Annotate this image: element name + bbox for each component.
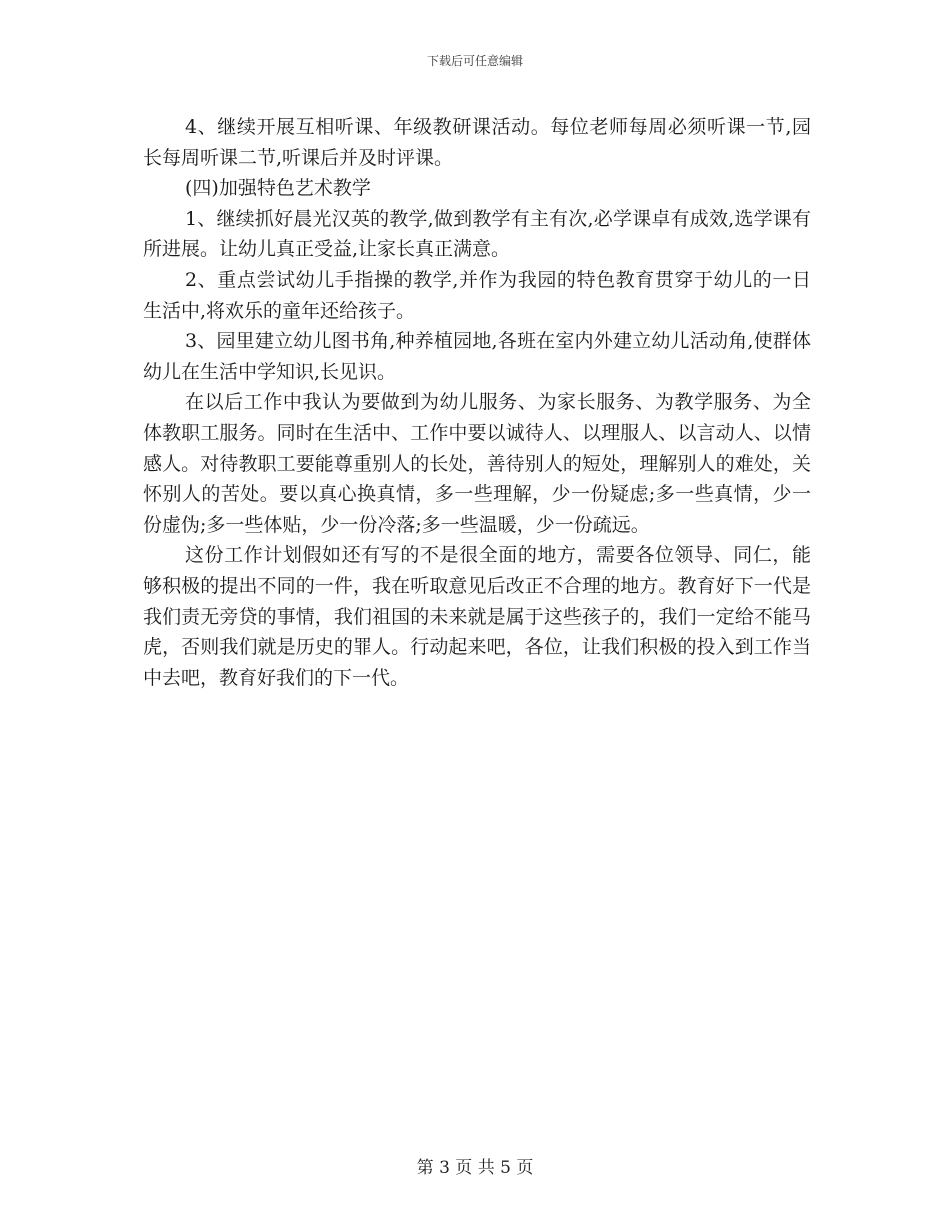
section-heading-art-teaching: (四)加强特色艺术教学 (185, 177, 371, 200)
paragraph-chenguang-teaching: 1、继续抓好晨光汉英的教学,做到教学有主有次,必学课卓有成效,选学课有所进展。让幼儿真正受益,让家长真正满意。 (143, 207, 811, 261)
paragraph-finger-exercise: 2、重点尝试幼儿手指操的教学,并作为我园的特色教育贯穿于幼儿的一日生活中,将欢乐的童年还给孩子。 (143, 268, 811, 322)
paragraph-service-attitude: 在以后工作中我认为要做到为幼儿服务、为家长服务、为教学服务、为全体教职工服务。同时在生活中、工作中要以诚待人、以理服人、以言动人、以情感人。对待教职工要能尊重别人的长处，善待别人的短处，理解别人的难处，关怀别人的苦处。要以真心换真情，多一些理解，少一份疑虑;多一些真情，少一份虚伪;多一些体贴，少一份冷落;多一些温暖，少一份疏远。 (143, 391, 811, 536)
document-body (143, 112, 811, 693)
paragraph-closing: 这份工作计划假如还有写的不是很全面的地方，需要各位领导、同仁，能够积极的提出不同的一件，我在听取意见后改正不合理的地方。教育好下一代是我们责无旁贷的事情，我们祖国的未来就是属于这些孩子的，我们一定给不能马虎，否则我们就是历史的罪人。行动起来吧，各位，让我们积极的投入到工作当中去吧，教育好我们的下一代。 (143, 544, 811, 689)
paragraph-listening-lessons: 4、继续开展互相听课、年级教研课活动。每位老师每周必须听课一节,园长每周听课二节,听课后并及时评课。 (143, 116, 811, 169)
page-header: 下载后可任意编辑 (426, 54, 523, 68)
page-number-footer: 第 3 页 共 5 页 (416, 1158, 534, 1178)
paragraph-book-corner: 3、园里建立幼儿图书角,种养植园地,各班在室内外建立幼儿活动角,使群体幼儿在生活中学知识,长见识。 (143, 330, 811, 383)
